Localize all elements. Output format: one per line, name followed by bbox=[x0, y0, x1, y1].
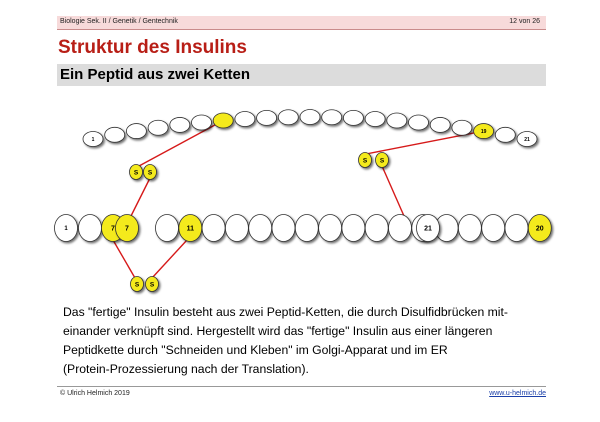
chain-a-bead bbox=[322, 110, 342, 125]
chain-a-bead bbox=[192, 115, 212, 130]
chain-a-bead-19 bbox=[474, 124, 494, 139]
chain-a-bead bbox=[409, 115, 429, 130]
subtitle: Ein Peptid aus zwei Ketten bbox=[60, 66, 251, 83]
bead-label: 7 bbox=[111, 225, 115, 233]
body-line: Peptidkette durch "Schneiden und Kleben" im Golgi-Apparat und im ER bbox=[63, 343, 448, 357]
body-line: Das "fertige" Insulin besteht aus zwei Peptid-Ketten, die durch Disulfidbrücken mit- bbox=[63, 305, 508, 319]
chain-a-bead bbox=[343, 110, 363, 125]
bead-label: 1 bbox=[64, 226, 68, 233]
sulfur-atom bbox=[376, 153, 389, 168]
disulfide-bond bbox=[382, 166, 404, 216]
body-line: einander verknüpft sind. Hergestellt wird das "fertige" Insulin aus einer längeren bbox=[63, 324, 493, 338]
chain-b-bead bbox=[55, 215, 78, 242]
chain-b-bead-20 bbox=[528, 215, 551, 242]
chain-a-bead bbox=[126, 124, 146, 139]
chain-a-bead bbox=[257, 110, 277, 125]
bead-label: 1 bbox=[91, 136, 95, 143]
bead-label: S bbox=[362, 157, 368, 165]
bead-label: S bbox=[147, 169, 153, 177]
chain-b-bead bbox=[295, 215, 318, 242]
chain-a-bead bbox=[430, 117, 450, 132]
chain-b-bead bbox=[417, 215, 440, 242]
bead-label: 7 bbox=[125, 225, 129, 233]
chain-b-bead bbox=[156, 215, 179, 242]
sulfur-atom bbox=[359, 153, 372, 168]
bead-label: 21 bbox=[524, 136, 530, 143]
page-title: Struktur des Insulins bbox=[58, 37, 247, 58]
chain-b-bead bbox=[342, 215, 365, 242]
chain-b-bead bbox=[389, 215, 412, 242]
chain-a-bead bbox=[83, 132, 103, 147]
sulfur-atom bbox=[144, 165, 157, 180]
bead-label: 19 bbox=[480, 128, 487, 135]
chain-b-bead bbox=[365, 215, 388, 242]
chain-b-bead bbox=[458, 215, 481, 242]
disulfide-bond bbox=[113, 240, 135, 278]
chain-b-bead-7 bbox=[116, 215, 139, 242]
chain-a-bead bbox=[148, 120, 168, 135]
footer-copyright: © Ulrich Helmich 2019 bbox=[60, 390, 130, 397]
chain-a-bead bbox=[387, 113, 407, 128]
breadcrumb: Biologie Sek. II / Genetik / Gentechnik bbox=[60, 18, 178, 25]
bead-label: 21 bbox=[424, 225, 432, 233]
sulfur-atom bbox=[131, 277, 144, 292]
chain-a-bead bbox=[278, 110, 298, 125]
chain-b-bead bbox=[79, 215, 102, 242]
chain-a-bead bbox=[365, 111, 385, 126]
bead-label: S bbox=[133, 169, 139, 177]
body-line: (Protein-Prozessierung nach der Translation). bbox=[63, 362, 309, 376]
chain-a-bead bbox=[495, 127, 515, 142]
disulfide-bond bbox=[152, 240, 187, 278]
chain-a-bead bbox=[235, 111, 255, 126]
bead-label: 11 bbox=[186, 225, 195, 233]
footer-divider bbox=[57, 386, 546, 387]
chain-a-bead bbox=[517, 132, 537, 147]
chain-a bbox=[83, 110, 537, 147]
sulfur-atom bbox=[130, 165, 143, 180]
bead-label: S bbox=[379, 157, 385, 165]
bead-label: 20 bbox=[535, 225, 544, 233]
chain-b-bead bbox=[482, 215, 505, 242]
chain-b-bead bbox=[202, 215, 225, 242]
chain-a-bead bbox=[105, 127, 125, 142]
bead-label: S bbox=[134, 281, 140, 289]
chain-b-bead bbox=[505, 215, 528, 242]
chain-b-bead bbox=[249, 215, 272, 242]
chain-b-bead-11 bbox=[179, 215, 202, 242]
chain-b bbox=[55, 215, 552, 242]
disulfide-bonds bbox=[113, 121, 484, 278]
chain-a-bead-7 bbox=[213, 113, 233, 128]
footer-website-link[interactable]: www.u-helmich.de bbox=[489, 390, 546, 397]
chain-a-bead bbox=[300, 110, 320, 125]
chain-a-bead bbox=[452, 120, 472, 135]
chain-a-bead bbox=[170, 117, 190, 132]
chain-b-bead bbox=[272, 215, 295, 242]
sulfur-atom bbox=[146, 277, 159, 292]
bead-label: S bbox=[149, 281, 155, 289]
body-text bbox=[63, 303, 543, 379]
chain-b-bead bbox=[319, 215, 342, 242]
page-number: 12 von 26 bbox=[509, 18, 540, 25]
chain-b-bead bbox=[225, 215, 248, 242]
